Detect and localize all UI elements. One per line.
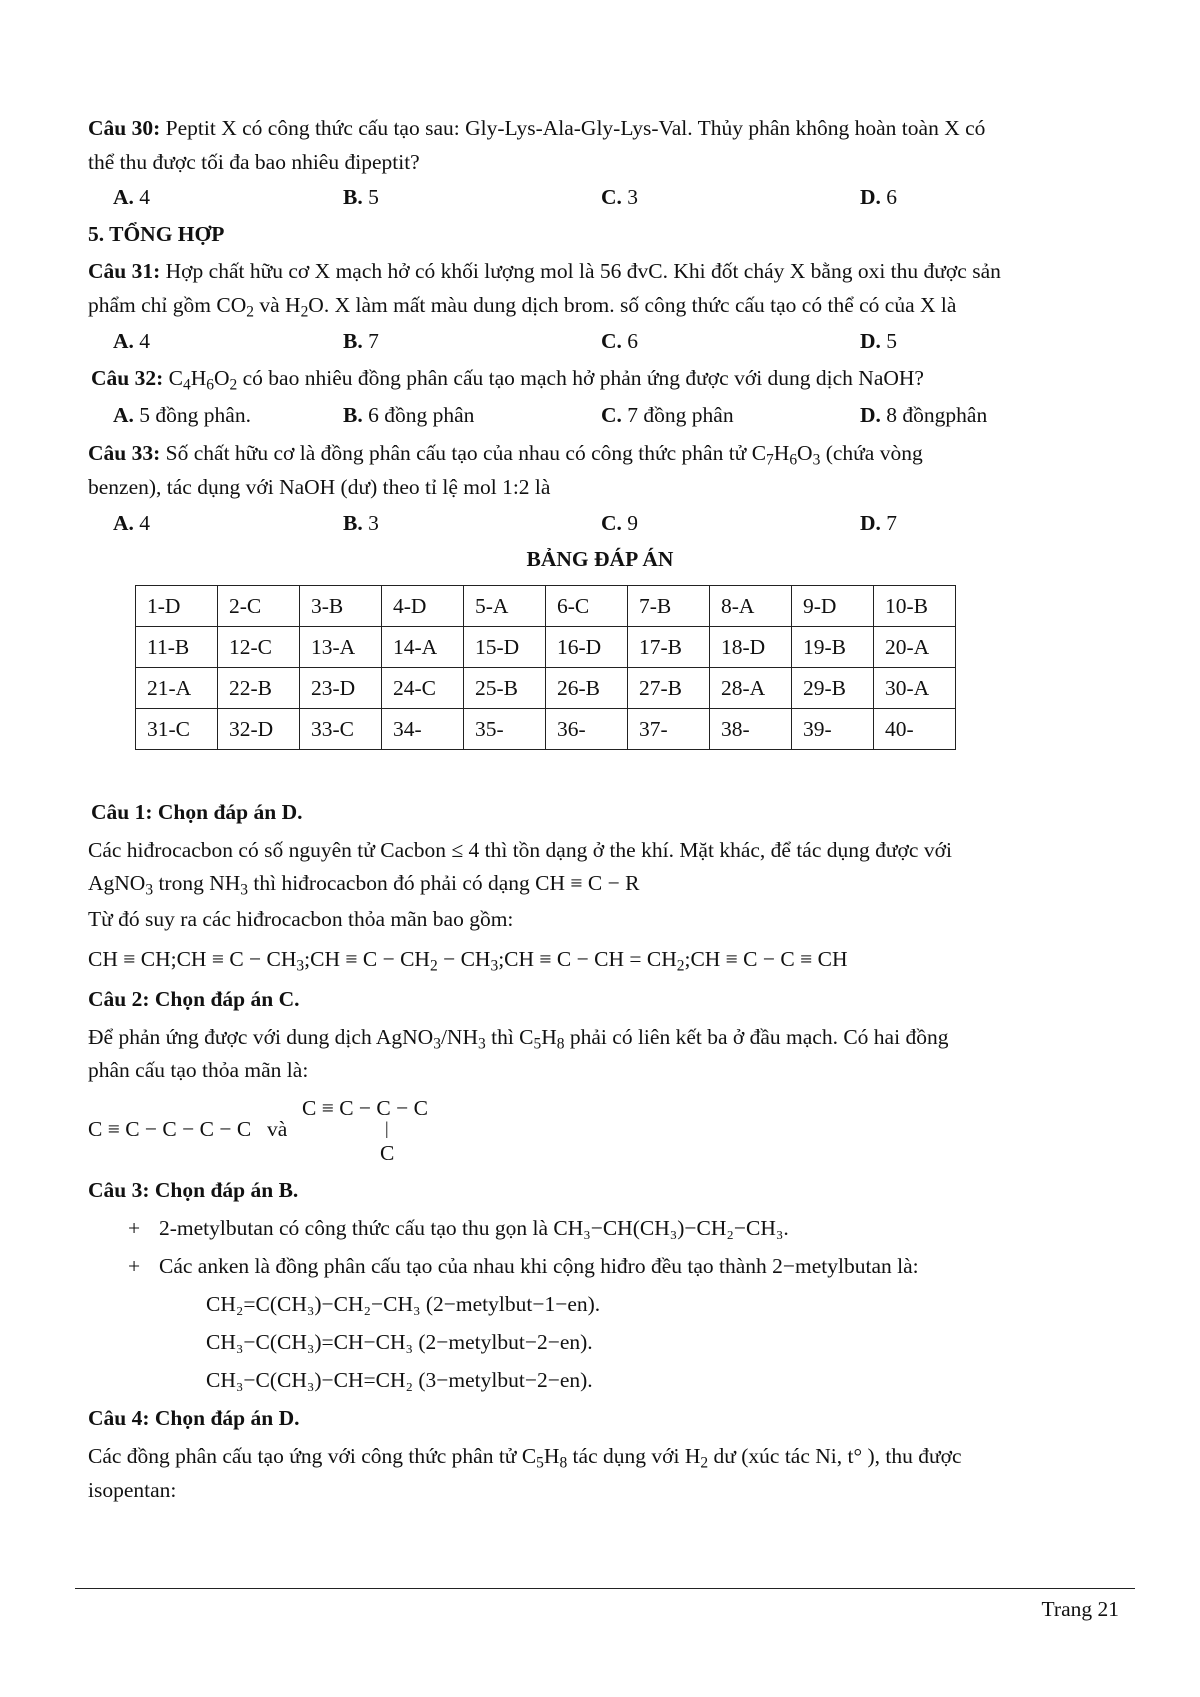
page-number: Trang 21 (1041, 1597, 1119, 1621)
table-row (136, 586, 956, 627)
table-cell: 6-C (546, 586, 628, 627)
sol3-compound2: CH₃−C(CH₃)=CH−CH₃ (2−metylbut−2−en). (206, 1330, 593, 1354)
q31-line2: phẩm chỉ gồm $CO_2$ và $H_2O$. X làm mất màu dung dịch brom. số công thức cấu tạo có thể có của X là (88, 293, 957, 321)
q31-option-c: C. 6 (601, 329, 639, 353)
table-cell: 11-B (136, 627, 218, 668)
sol3-compound3: CH₃−C(CH₃)−CH=CH₂ (3−metylbut−2−en). (206, 1368, 593, 1392)
table-cell: 20-A (874, 627, 956, 668)
table-cell: 28-A (710, 668, 792, 709)
q33-option-d: D. 7 (860, 511, 898, 535)
sol1-line3: Từ đó suy ra các hiđrocacbon thỏa mãn bao gồm: (88, 907, 514, 931)
table-row (136, 627, 956, 668)
table-cell: 23-D (300, 668, 382, 709)
table-cell: 14-A (382, 627, 464, 668)
sol2-structure-1: C ≡ C − C − C − C (88, 1117, 252, 1141)
table-cell: 17-B (628, 627, 710, 668)
table-cell: 27-B (628, 668, 710, 709)
q33-line1: Câu 33: Số chất hữu cơ là đồng phân cấu tạo của nhau có công thức phân tử $C_7H_6O_3$ (chứa vòng (88, 441, 923, 469)
table-cell: 4-D (382, 586, 464, 627)
table-cell: 8-A (710, 586, 792, 627)
q32-option-d: D. 8 đồngphân (860, 403, 988, 427)
q31-option-b: B. 7 (343, 329, 379, 353)
table-cell: 13-A (300, 627, 382, 668)
table-cell: 33-C (300, 709, 382, 750)
sol2-line1: Để phản ứng được với dung dịch $AgNO_3/NH_3$ thì $C_5H_8$ phải có liên kết ba ở đầu mạch. Có hai đồng (88, 1025, 949, 1053)
q30-text: Peptit X có công thức cấu tạo sau: Gly-Lys-Ala-Gly-Lys-Val. Thủy phân không hoàn toàn X có (160, 116, 986, 140)
q30-option-d: D. 6 (860, 185, 898, 209)
q30-label: Câu 30: (88, 116, 161, 140)
bullet-icon: + (128, 1254, 141, 1278)
sol3-compound1: CH₂=C(CH₃)−CH₂−CH₃ (2−metylbut−1−en). (206, 1292, 601, 1316)
q33-option-a: A. 4 (113, 511, 151, 535)
footer-rule (75, 1588, 1135, 1589)
table-cell: 22-B (218, 668, 300, 709)
table-cell: 29-B (792, 668, 874, 709)
bullet-icon: + (128, 1216, 141, 1240)
q33-line2: benzen), tác dụng với NaOH (dư) theo tỉ lệ mol 1:2 là (88, 475, 551, 499)
table-cell: 30-A (874, 668, 956, 709)
sol2-and: và (267, 1117, 288, 1141)
table-cell: 10-B (874, 586, 956, 627)
q33-option-c: C. 9 (601, 511, 639, 535)
sol4-heading: Câu 4: Chọn đáp án D. (88, 1406, 300, 1430)
sol2-structure-2-top: C ≡ C − C − C (302, 1096, 428, 1120)
q32-option-b: B. 6 đồng phân (343, 403, 475, 427)
table-cell: 12-C (218, 627, 300, 668)
sol2-structure-2-bond: | (385, 1118, 389, 1138)
q32-option-a: A. 5 đồng phân. (113, 403, 251, 427)
q31-option-d: D. 5 (860, 329, 898, 353)
sol1-line2: AgNO$_3$ trong $NH_3$ thì hiđrocacbon đó phải có dạng CH ≡ C − R (88, 871, 640, 899)
q32-label: Câu 32: (91, 366, 164, 390)
table-cell: 32-D (218, 709, 300, 750)
table-row (136, 709, 956, 750)
table-cell: 26-B (546, 668, 628, 709)
q31-option-a: A. 4 (113, 329, 151, 353)
table-cell: 7-B (628, 586, 710, 627)
sol2-heading: Câu 2: Chọn đáp án C. (88, 987, 300, 1011)
table-cell: 36- (546, 709, 628, 750)
table-cell: 37- (628, 709, 710, 750)
table-cell: 39- (792, 709, 874, 750)
table-cell: 34- (382, 709, 464, 750)
sol4-line1: Các đồng phân cấu tạo ứng với công thức phân tử $C_5H_8$ tác dụng với $H_2$ dư (xúc tác Ni, t° ), thu được (88, 1444, 962, 1472)
q32-option-c: C. 7 đồng phân (601, 403, 734, 427)
sol3-bullet2: Các anken là đồng phân cấu tạo của nhau khi cộng hiđro đều tạo thành 2−metylbutan là: (159, 1254, 919, 1278)
table-cell: 2-C (218, 586, 300, 627)
q30-line1 (88, 116, 985, 141)
table-row (136, 668, 956, 709)
sol3-bullet1: 2-metylbutan có công thức cấu tạo thu gọn là CH₃−CH(CH₃)−CH₂−CH₃. (159, 1216, 789, 1240)
table-cell: 21-A (136, 668, 218, 709)
table-cell: 38- (710, 709, 792, 750)
table-cell: 1-D (136, 586, 218, 627)
q33-option-b: B. 3 (343, 511, 379, 535)
q30-option-b: B. 5 (343, 185, 379, 209)
table-cell: 31-C (136, 709, 218, 750)
table-cell: 9-D (792, 586, 874, 627)
table-cell: 40- (874, 709, 956, 750)
table-cell: 3-B (300, 586, 382, 627)
sol1-formula: CH ≡ CH;CH ≡ $C - CH_3;CH \equiv C - CH_2$ − $CH_3;CH \equiv C$ − CH = $CH_2;CH \equiv C - C$ ≡ CH (88, 947, 848, 975)
sol3-heading: Câu 3: Chọn đáp án B. (88, 1178, 299, 1202)
sol1-heading: Câu 1: Chọn đáp án D. (91, 800, 303, 824)
sol1-line1: Các hiđrocacbon có số nguyên tử Cacbon ≤ 4 thì tồn dạng ở the khí. Mặt khác, để tác dụng được với (88, 838, 952, 862)
section-heading: 5. TỔNG HỢP (88, 222, 225, 246)
q30-option-c: C. 3 (601, 185, 639, 209)
answer-table (135, 585, 956, 750)
q31-line1: Câu 31: Hợp chất hữu cơ X mạch hở có khối lượng mol là 56 đvC. Khi đốt cháy X bằng oxi thu được sản (88, 259, 1001, 283)
table-cell: 5-A (464, 586, 546, 627)
table-cell: 16-D (546, 627, 628, 668)
table-cell: 25-B (464, 668, 546, 709)
table-cell: 19-B (792, 627, 874, 668)
answer-table-title: BẢNG ĐÁP ÁN (526, 547, 674, 571)
sol4-line2: isopentan: (88, 1478, 177, 1502)
table-cell: 24-C (382, 668, 464, 709)
table-cell: 35- (464, 709, 546, 750)
table-cell: 15-D (464, 627, 546, 668)
q30-line2: thể thu được tối đa bao nhiêu đipeptit? (88, 150, 420, 174)
sol2-structure-2-branch: C (380, 1141, 395, 1165)
q31-label: Câu 31: (88, 259, 161, 283)
q33-label: Câu 33: (88, 441, 161, 465)
table-cell: 18-D (710, 627, 792, 668)
q32-line1: Câu 32: $C_4H_6O_2$ có bao nhiêu đồng phân cấu tạo mạch hở phản ứng được với dung dịch NaOH? (91, 366, 924, 394)
q30-option-a: A. 4 (113, 185, 151, 209)
sol2-line2: phân cấu tạo thỏa mãn là: (88, 1058, 309, 1082)
